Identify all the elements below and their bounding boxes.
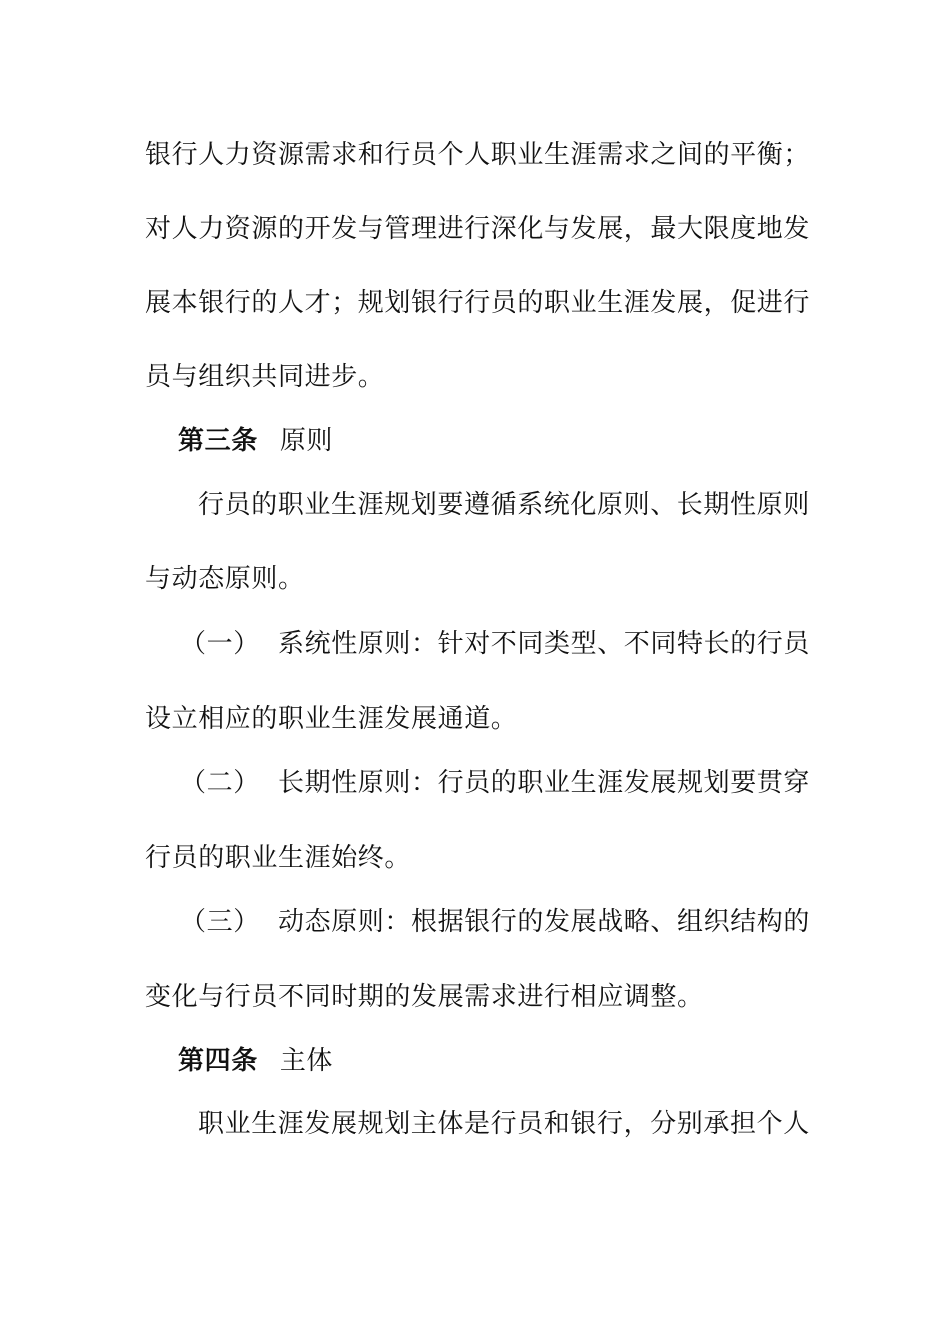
principle-item-1 [180,627,845,661]
principle-item-1-continuation: 设立相应的职业生涯发展通道。 [145,704,518,734]
article-4-heading [178,1044,843,1078]
article-4-intro-line-1: 职业生涯发展规划主体是行员和银行，分别承担个人 [198,1109,810,1139]
paragraph-line-3: 展本银行的人才；规划银行行员的职业生涯发展，促进行 [145,288,811,318]
article-3-title: 原则 [279,426,334,456]
article-3-intro-line-2: 与动态原则。 [145,564,305,594]
article-3-heading [178,424,843,458]
principle-item-3-continuation: 变化与行员不同时期的发展需求进行相应调整。 [145,982,704,1012]
principle-item-2-text: 长期性原则：行员的职业生涯发展规划要贯穿 [278,768,811,798]
principle-item-3-text: 动态原则：根据银行的发展战略、组织结构的 [278,907,811,937]
principle-item-2 [180,766,845,800]
article-4-label: 第四条 [178,1046,258,1076]
paragraph-line-1: 银行人力资源需求和行员个人职业生涯需求之间的平衡； [145,140,811,170]
principle-item-1-number: （一） [180,629,260,659]
principle-item-3 [180,905,845,939]
principle-item-2-number: （二） [180,768,260,798]
article-3-intro-line-1: 行员的职业生涯规划要遵循系统化原则、长期性原则 [198,490,810,520]
paragraph-line-4: 员与组织共同进步。 [145,362,385,392]
principle-item-1-text: 系统性原则：针对不同类型、不同特长的行员 [278,629,811,659]
principle-item-3-number: （三） [180,907,260,937]
paragraph-line-2: 对人力资源的开发与管理进行深化与发展，最大限度地发 [145,214,811,244]
article-3-label: 第三条 [178,426,258,456]
principle-item-2-continuation: 行员的职业生涯始终。 [145,843,412,873]
article-4-title: 主体 [279,1046,334,1076]
